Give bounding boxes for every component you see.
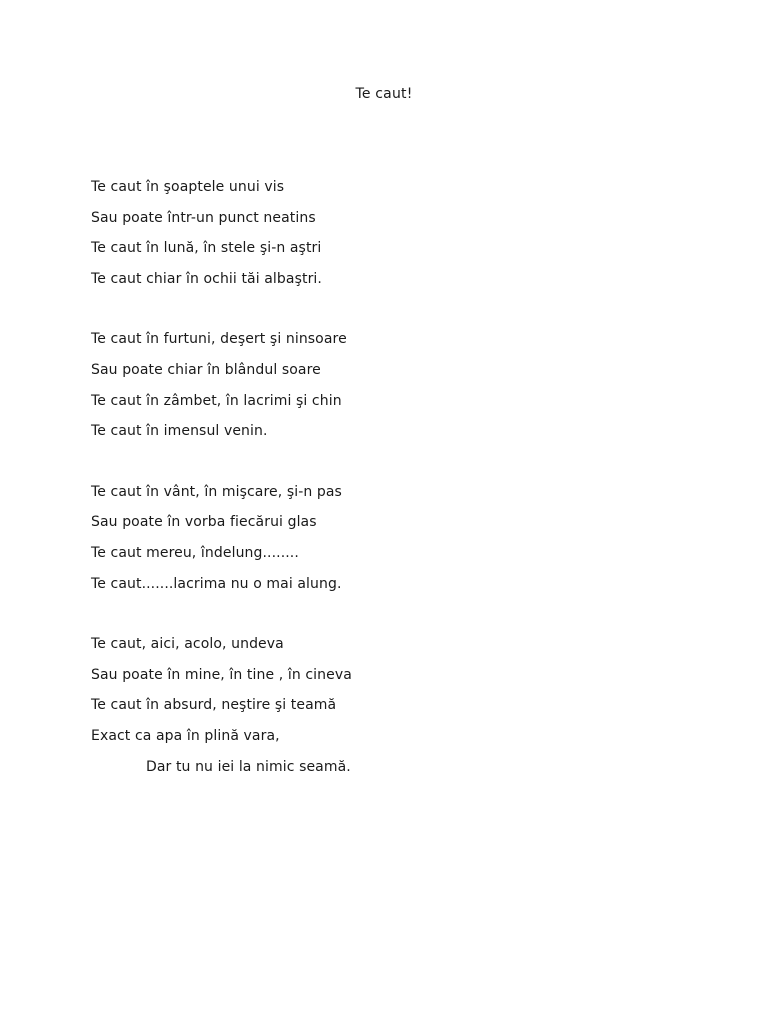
poem-line: Te caut în imensul venin.	[91, 423, 268, 440]
poem-line: Te caut mereu, îndelung........	[91, 544, 299, 561]
poem-line: Exact ca apa în plină vara,	[91, 727, 280, 744]
stanza-1	[91, 176, 691, 298]
poem-line: Te caut în furtuni, deşert şi ninsoare	[91, 331, 347, 348]
poem-line: Sau poate în mine, în tine , în cineva	[91, 666, 352, 683]
stanza-2	[91, 328, 691, 450]
poem-line: Te caut în şoaptele unui vis	[91, 179, 285, 195]
poem-line: Sau poate chiar în blândul soare	[91, 361, 321, 378]
poem-line: Sau poate în vorba fiecărui glas	[91, 514, 317, 531]
poem-title: Te caut!	[355, 86, 413, 102]
poem-line-closing: Dar tu nu iei la nimic seamă.	[146, 758, 351, 775]
poem-line: Te caut în vânt, în mişcare, şi-n pas	[91, 483, 342, 500]
poem-line: Te caut în lună, în stele şi-n aştri	[91, 240, 322, 257]
poem-body	[91, 176, 691, 816]
stanza-4	[91, 633, 691, 786]
poem-line: Sau poate într-un punct neatins	[91, 209, 316, 226]
poem-line: Te caut în zâmbet, în lacrimi şi chin	[91, 392, 342, 409]
poem-line: Te caut în absurd, neştire şi teamă	[91, 697, 337, 714]
poem-line: Te caut, aici, acolo, undeva	[91, 636, 284, 653]
poem-line: Te caut chiar în ochii tăi albaştri.	[91, 270, 322, 287]
poem-line: Te caut.......lacrima nu o mai alung.	[91, 575, 342, 592]
stanza-3	[91, 481, 691, 603]
